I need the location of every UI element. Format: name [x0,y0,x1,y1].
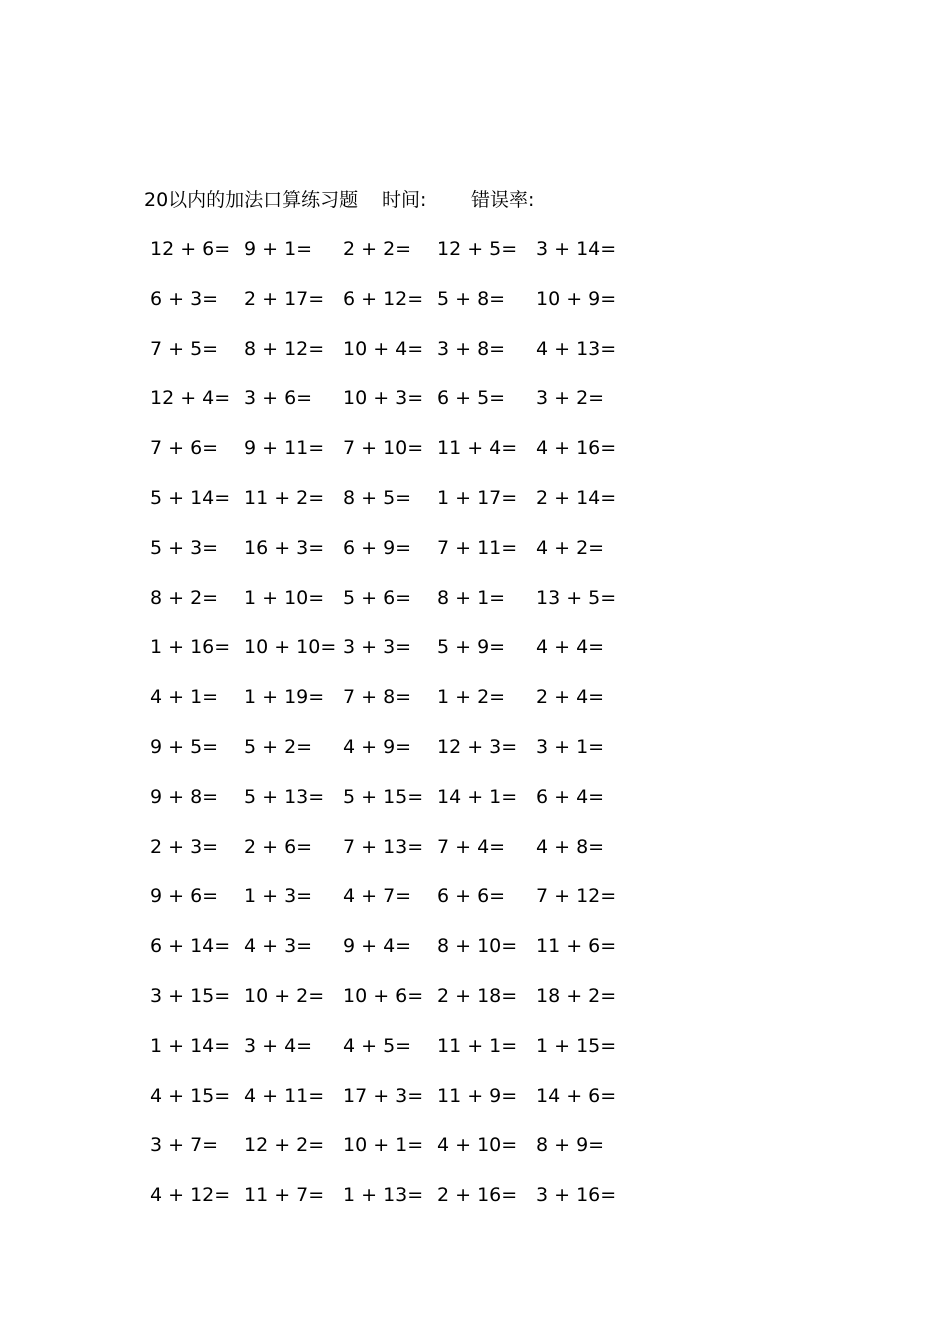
problem-item: 10 + 3= [343,387,424,410]
problem-item: 11 + 1= [437,1034,518,1057]
problem-row [150,783,670,833]
problem-item: 1 + 16= [150,636,231,659]
problem-item: 11 + 7= [244,1184,325,1207]
time-label: 时间: [382,189,427,211]
problem-item: 1 + 19= [244,686,325,709]
problem-item: 3 + 2= [536,387,605,410]
problem-item: 12 + 3= [437,735,518,758]
problem-item: 9 + 5= [150,735,219,758]
problem-item: 5 + 13= [244,785,325,808]
problem-item: 7 + 11= [437,536,518,559]
problem-item: 4 + 15= [150,1084,231,1107]
problem-item: 12 + 6= [150,238,231,260]
problem-item: 8 + 12= [244,337,325,360]
problem-item: 2 + 17= [244,287,325,310]
problem-item: 9 + 8= [150,785,219,808]
problem-item: 12 + 4= [150,387,231,410]
problem-item: 9 + 11= [244,437,325,460]
problem-item: 3 + 16= [536,1184,617,1207]
problem-item: 5 + 6= [343,586,412,609]
problem-item: 10 + 6= [343,984,424,1007]
problem-item: 1 + 3= [244,885,313,908]
problem-item: 4 + 7= [343,885,412,908]
problem-row [150,434,670,484]
problem-item: 6 + 5= [437,387,506,410]
problem-item: 2 + 4= [536,686,605,709]
error-rate-label: 错误率: [471,189,535,211]
problem-item: 7 + 12= [536,885,617,908]
problem-item: 6 + 12= [343,287,424,310]
problem-item: 5 + 15= [343,785,424,808]
problem-item: 4 + 16= [536,437,617,460]
problem-item: 16 + 3= [244,536,325,559]
problem-item: 4 + 4= [536,636,605,659]
problem-item: 4 + 10= [437,1134,518,1157]
problem-item: 17 + 3= [343,1084,424,1107]
problem-row [150,384,670,434]
problem-item: 4 + 2= [536,536,605,559]
problem-item: 1 + 13= [343,1184,424,1207]
problem-item: 11 + 2= [244,486,325,509]
problem-row [150,982,670,1032]
problem-item: 10 + 9= [536,287,617,310]
problem-item: 9 + 4= [343,935,412,958]
problem-item: 6 + 4= [536,785,605,808]
problem-row [150,733,670,783]
problem-item: 14 + 1= [437,785,518,808]
problem-item: 4 + 9= [343,735,412,758]
problem-item: 6 + 14= [150,935,231,958]
problem-row [150,584,670,634]
problem-item: 4 + 11= [244,1084,325,1107]
problem-item: 4 + 1= [150,686,219,709]
problem-item: 4 + 12= [150,1184,231,1207]
problem-item: 10 + 2= [244,984,325,1007]
problem-row [150,335,670,385]
problem-item: 1 + 15= [536,1034,617,1057]
problem-item: 11 + 9= [437,1084,518,1107]
problem-row [150,882,670,932]
problem-row [150,1032,670,1082]
problem-item: 3 + 15= [150,984,231,1007]
problem-item: 7 + 6= [150,437,219,460]
problem-item: 8 + 5= [343,486,412,509]
problem-item: 7 + 5= [150,337,219,360]
problem-item: 12 + 5= [437,238,518,260]
problem-row [150,633,670,683]
problem-item: 9 + 1= [244,238,313,260]
problem-item: 14 + 6= [536,1084,617,1107]
problem-item: 4 + 3= [244,935,313,958]
problem-item: 6 + 9= [343,536,412,559]
problem-item: 12 + 2= [244,1134,325,1157]
worksheet-title: 20以内的加法口算练习题 [144,189,359,211]
problem-item: 1 + 14= [150,1034,231,1057]
problem-item: 11 + 4= [437,437,518,460]
problem-item: 3 + 4= [244,1034,313,1057]
problem-item: 13 + 5= [536,586,617,609]
problem-row [150,484,670,534]
problem-item: 2 + 18= [437,984,518,1007]
problem-item: 9 + 6= [150,885,219,908]
problem-item: 7 + 10= [343,437,424,460]
problem-row [150,285,670,335]
problem-item: 5 + 3= [150,536,219,559]
problem-row [150,683,670,733]
problem-item: 3 + 7= [150,1134,219,1157]
problem-item: 1 + 10= [244,586,325,609]
problem-item: 4 + 5= [343,1034,412,1057]
problem-item: 6 + 6= [437,885,506,908]
problem-item: 7 + 4= [437,835,506,858]
problem-item: 11 + 6= [536,935,617,958]
problem-item: 1 + 17= [437,486,518,509]
problem-item: 2 + 16= [437,1184,518,1207]
problem-item: 7 + 13= [343,835,424,858]
problem-item: 8 + 1= [437,586,506,609]
problem-item: 10 + 10= [244,636,337,659]
problem-item: 8 + 2= [150,586,219,609]
problem-item: 6 + 3= [150,287,219,310]
problem-item: 7 + 8= [343,686,412,709]
problem-item: 4 + 8= [536,835,605,858]
problem-item: 2 + 3= [150,835,219,858]
problem-row [150,1131,670,1181]
problem-item: 5 + 9= [437,636,506,659]
problem-row [150,534,670,584]
problem-item: 3 + 14= [536,238,617,260]
problem-item: 3 + 3= [343,636,412,659]
problem-item: 2 + 2= [343,238,412,260]
problem-grid [150,235,670,1231]
problem-row [150,932,670,982]
problem-item: 3 + 6= [244,387,313,410]
problem-item: 8 + 10= [437,935,518,958]
problem-item: 2 + 14= [536,486,617,509]
problem-item: 5 + 14= [150,486,231,509]
problem-item: 8 + 9= [536,1134,605,1157]
problem-item: 10 + 1= [343,1134,424,1157]
problem-item: 5 + 8= [437,287,506,310]
problem-item: 1 + 2= [437,686,506,709]
problem-item: 2 + 6= [244,835,313,858]
problem-item: 3 + 1= [536,735,605,758]
problem-item: 3 + 8= [437,337,506,360]
problem-item: 4 + 13= [536,337,617,360]
problem-item: 5 + 2= [244,735,313,758]
problem-row [150,1181,670,1231]
problem-row [150,1082,670,1132]
problem-row [150,833,670,883]
problem-item: 10 + 4= [343,337,424,360]
problem-item: 18 + 2= [536,984,617,1007]
problem-row [150,235,670,285]
